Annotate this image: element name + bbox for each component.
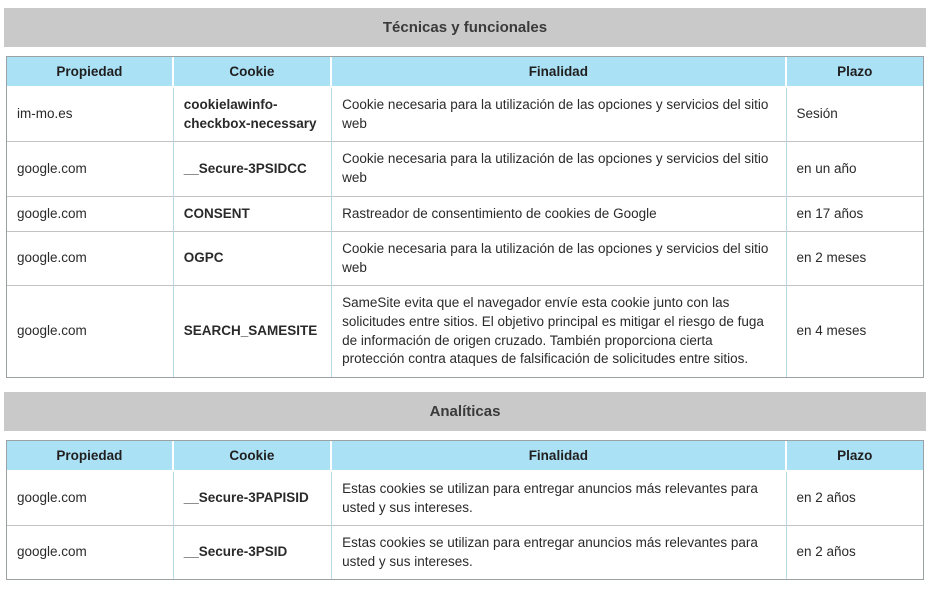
cell-finalidad: Estas cookies se utilizan para entregar anuncios más relevantes para usted y sus intereses. — [332, 472, 786, 526]
cookies-table-tecnicas — [7, 57, 923, 377]
cell-finalidad: SameSite evita que el navegador envíe esta cookie junto con las solicitudes entre sitios. El objetivo principal es mitigar el riesgo de fuga de información de origen cruzado. También proporciona cierta protección contra ataques de falsificación de solicitudes entre sitios. — [332, 286, 786, 377]
cell-cookie: __Secure-3PAPISID — [174, 472, 332, 526]
cell-finalidad: Cookie necesaria para la utilización de las opciones y servicios del sitio web — [332, 232, 786, 286]
table-row — [7, 526, 923, 579]
cell-finalidad: Cookie necesaria para la utilización de las opciones y servicios del sitio web — [332, 142, 786, 196]
cell-plazo: en 4 meses — [796, 323, 867, 339]
cell-cookie: CONSENT — [174, 197, 332, 233]
cell-plazo: en un año — [787, 142, 924, 196]
cell-propiedad: im-mo.es — [7, 88, 174, 142]
table-body — [7, 472, 923, 580]
table-row — [7, 472, 923, 526]
cell-finalidad: Rastreador de consentimiento de cookies de Google — [332, 197, 786, 233]
section-analiticas — [0, 392, 930, 581]
table-row — [7, 232, 923, 286]
cookies-table-wrap — [6, 56, 924, 378]
cell-propiedad: google.com — [7, 142, 174, 196]
cell-propiedad: google.com — [7, 526, 174, 579]
cookies-table-analiticas — [7, 441, 923, 580]
cell-propiedad: google.com — [7, 232, 174, 286]
cell-finalidad: Cookie necesaria para la utilización de las opciones y servicios del sitio web — [332, 88, 786, 142]
cell-cookie: SEARCH_SAMESITE — [174, 286, 332, 377]
table-body — [7, 88, 923, 377]
table-header-row — [7, 441, 923, 472]
cell-plazo: Sesión — [787, 88, 924, 142]
cell-propiedad: google.com — [7, 286, 174, 377]
cell-finalidad: Estas cookies se utilizan para entregar anuncios más relevantes para usted y sus intereses. — [332, 526, 786, 579]
cell-plazo: en 2 años — [787, 472, 924, 526]
cell-cookie: cookielawinfo-checkbox-necessary — [174, 88, 332, 142]
cell-propiedad: google.com — [7, 472, 174, 526]
cell-cookie: __Secure-3PSID — [174, 526, 332, 579]
table-header-row — [7, 57, 923, 88]
cell-plazo: en 17 años — [787, 197, 924, 233]
column-header-cookie: Cookie — [174, 441, 332, 472]
column-header-propiedad: Propiedad — [7, 57, 174, 88]
cell-propiedad: google.com — [7, 197, 174, 233]
column-header-cookie: Cookie — [174, 57, 332, 88]
table-row — [7, 197, 923, 233]
table-row — [7, 88, 923, 142]
cell-plazo: en 2 años — [796, 544, 856, 560]
cell-cookie: __Secure-3PSIDCC — [174, 142, 332, 196]
cell-plazo: en 2 meses — [787, 232, 924, 286]
table-row — [7, 142, 923, 196]
section-title-analiticas: Analíticas — [4, 392, 926, 431]
column-header-finalidad: Finalidad — [332, 441, 786, 472]
column-header-propiedad: Propiedad — [7, 441, 174, 472]
cookies-table-wrap — [6, 440, 924, 581]
column-header-finalidad: Finalidad — [332, 57, 786, 88]
column-header-plazo: Plazo — [787, 441, 924, 472]
column-header-plazo: Plazo — [787, 57, 924, 88]
table-row — [7, 286, 923, 377]
cell-cookie: OGPC — [174, 232, 332, 286]
section-title-tecnicas-y-funcionales: Técnicas y funcionales — [4, 8, 926, 47]
section-tecnicas-y-funcionales — [0, 8, 930, 378]
